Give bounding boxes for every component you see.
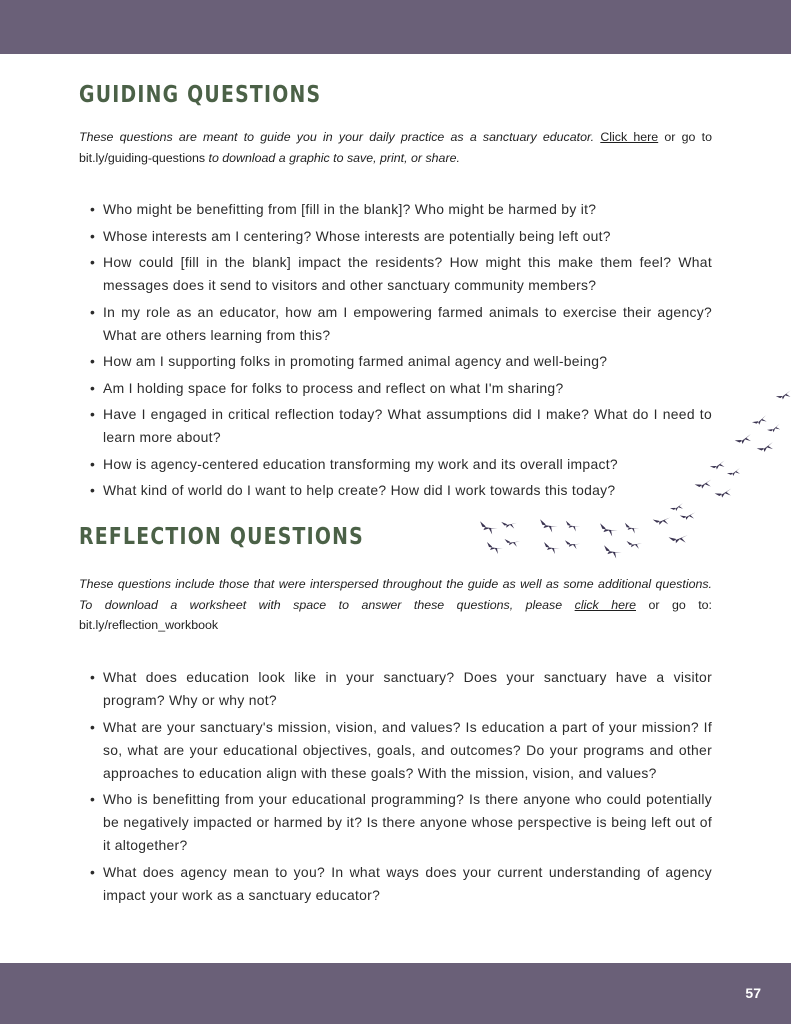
list-item: • Have I engaged in critical reflection today? What assumptions did I make? What do I need to learn more about? bbox=[103, 403, 712, 449]
guiding-questions-link[interactable]: Click here bbox=[600, 130, 659, 144]
reflection-questions-list bbox=[103, 666, 712, 910]
reflection-questions-intro bbox=[79, 574, 712, 636]
top-banner bbox=[0, 0, 791, 54]
intro-text: These questions include those that were interspersed throughout the guide as well as some additional questions. To download a worksheet with space to answer these questions, please bbox=[79, 577, 712, 612]
reflection-workbook-link[interactable]: click here bbox=[574, 597, 636, 612]
guiding-questions-intro bbox=[79, 127, 712, 168]
page-number: 57 bbox=[745, 985, 761, 1001]
bird-group-middle bbox=[600, 499, 698, 558]
list-item: • How could [fill in the blank] impact the residents? How might this make them feel? What messages does it send to visitors and other sanctuary community members? bbox=[103, 251, 712, 297]
intro-text: These questions are meant to guide you in your daily practice as a sanctuary educator. bbox=[79, 130, 595, 144]
list-item: • How am I supporting folks in promoting farmed animal agency and well-being? bbox=[103, 350, 712, 373]
list-item: • Am I holding space for folks to process and reflect on what I'm sharing? bbox=[103, 377, 712, 400]
intro-url-text: or go to bit.ly/guiding-questions bbox=[79, 130, 712, 165]
list-item: • How is agency-centered education transforming my work and its overall impact? bbox=[103, 453, 712, 476]
intro-url-text: or go to: bit.ly/reflection_workbook bbox=[79, 597, 712, 632]
list-item: • Who might be benefitting from [fill in the blank]? Who might be harmed by it? bbox=[103, 198, 712, 221]
intro-text-end: to download a graphic to save, print, or share. bbox=[208, 150, 460, 165]
footer-banner bbox=[0, 963, 791, 1024]
list-item: • In my role as an educator, how am I empowering farmed animals to exercise their agency? What are others learning from this? bbox=[103, 301, 712, 347]
list-item: • Whose interests am I centering? Whose interests are potentially being left out? bbox=[103, 225, 712, 248]
guiding-questions-list bbox=[103, 198, 712, 506]
list-item: • What are your sanctuary's mission, vision, and values? Is education a part of your mission? If so, what are your educational objectives, goals, and outcomes? Do your programs and other approaches to education align with these goals? With the mission, vision, and values? bbox=[103, 716, 712, 785]
list-item: • What does agency mean to you? In what ways does your current understanding of agency impact your work as a sanctuary educator? bbox=[103, 861, 712, 907]
list-item: • Who is benefitting from your educational programming? Is there anyone who could potentially be negatively impacted or harmed by it? Is there anyone whose perspective is being left out of it altogether? bbox=[103, 788, 712, 857]
guiding-questions-heading: GUIDING QUESTIONS bbox=[79, 82, 322, 108]
list-item: • What does education look like in your sanctuary? Does your sanctuary have a visitor program? Why or why not? bbox=[103, 666, 712, 712]
reflection-questions-heading: REFLECTION QUESTIONS bbox=[79, 524, 365, 550]
bird-group-left bbox=[480, 517, 581, 554]
list-item: • What kind of world do I want to help create? How did I work towards this today? bbox=[103, 479, 712, 502]
